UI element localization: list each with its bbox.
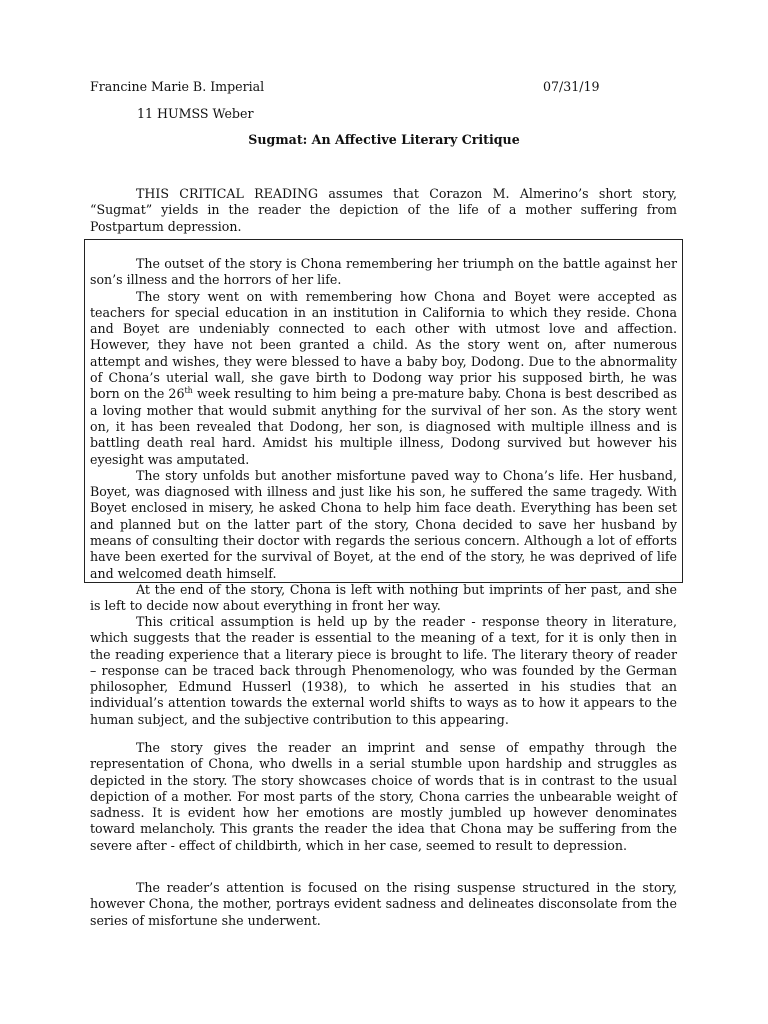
author-name: Francine Marie B. Imperial — [90, 79, 265, 94]
body-paragraph: This critical assumption is held up by the reader - response theory in literature, which suggests that the reader is essential to the meaning of a text, for it is only then in the reading experience that a literary piece is brought to life. The literary theory of reader – response can be traced back through Phenomenology, who was founded by the German philosopher, Edmund Husserl (1938), to which he asserted in his studies that an individual’s attention towards the external world shifts to ways as to how it appears to the human subject, and the subjective contribution to this appearing. — [90, 614, 677, 727]
summary-text: The story went on with remembering how Chona and Boyet were accepted as teachers for special education in an institution in California to which they reside. Chona and Boyet are undeniably connected to each other with utmost love and affection. However, they have not been granted a child. As the story went on, after numerous attempt and wishes, they were blessed to have a baby boy, Dodong. Due to the abnormality of Chona’s uterial wall, she gave birth to Dodong way prior his supposed birth, he was born on the 26 — [90, 288, 677, 402]
summary-paragraph: At the end of the story, Chona is left with nothing but imprints of her past, and she is left to decide now about everything in front her way. — [90, 581, 677, 614]
summary-text: week resulting to him being a pre-mature baby. Chona is best described as a loving mother that would submit anything for the survival of her son. As the story went on, it has been revealed that Dodong, her son, is diagnosed with multiple illness and is battling death real hard. Amidst his multiple illness, Dodong survived but however his eyesight was amputated. — [90, 386, 677, 467]
story-summary-box — [84, 239, 683, 614]
body-paragraph: The story gives the reader an imprint and sense of empathy through the representation of Chona, who dwells in a serial stumble upon hardship and struggles as depicted in the story. The story showcases choice of words that is in contrast to the usual depiction of a mother. For most parts of the story, Chona carries the unbearable weight of sadness. It is evident how her emotions are mostly jumbled up however denominates toward melancholy. This grants the reader the idea that Chona may be suffering from the severe after - effect of childbirth, which in her case, seemed to result to depression. — [90, 740, 677, 853]
document-date: 07/31/19 — [543, 79, 600, 94]
summary-paragraph: The outset of the story is Chona remembering her triumph on the battle against her son’s illness and the horrors of her life. — [90, 256, 677, 288]
summary-paragraph: The story unfolds but another misfortune paved way to Chona’s life. Her husband, Boyet, was diagnosed with illness and just like his son, he suffered the same tragedy. With Boyet enclosed in misery, he asked Chona to help him face death. Everything has been set and planned but on the latter part of the story, Chona decided to save her husband by means of consulting their doctor with regards the serious concern. Although a lot of efforts have been exerted for the survival of Boyet, at the end of the story, he was deprived of life and welcomed death himself. — [90, 467, 677, 581]
ordinal-suffix: th — [184, 386, 193, 396]
thesis-paragraph: THIS CRITICAL READING assumes that Corazon M. Almerino’s short story, “Sugmat” yields in the reader the depiction of the life of a mother suffering from Postpartum depression. — [90, 186, 677, 234]
summary-paragraph — [90, 289, 677, 468]
document-title: Sugmat: An Affective Literary Critique — [248, 132, 520, 147]
body-paragraph: The reader’s attention is focused on the rising suspense structured in the story, however Chona, the mother, portrays evident sadness and delineates disconsolate from the series of misfortune she underwent. — [90, 880, 677, 928]
class-section: 11 HUMSS Weber — [137, 106, 254, 121]
